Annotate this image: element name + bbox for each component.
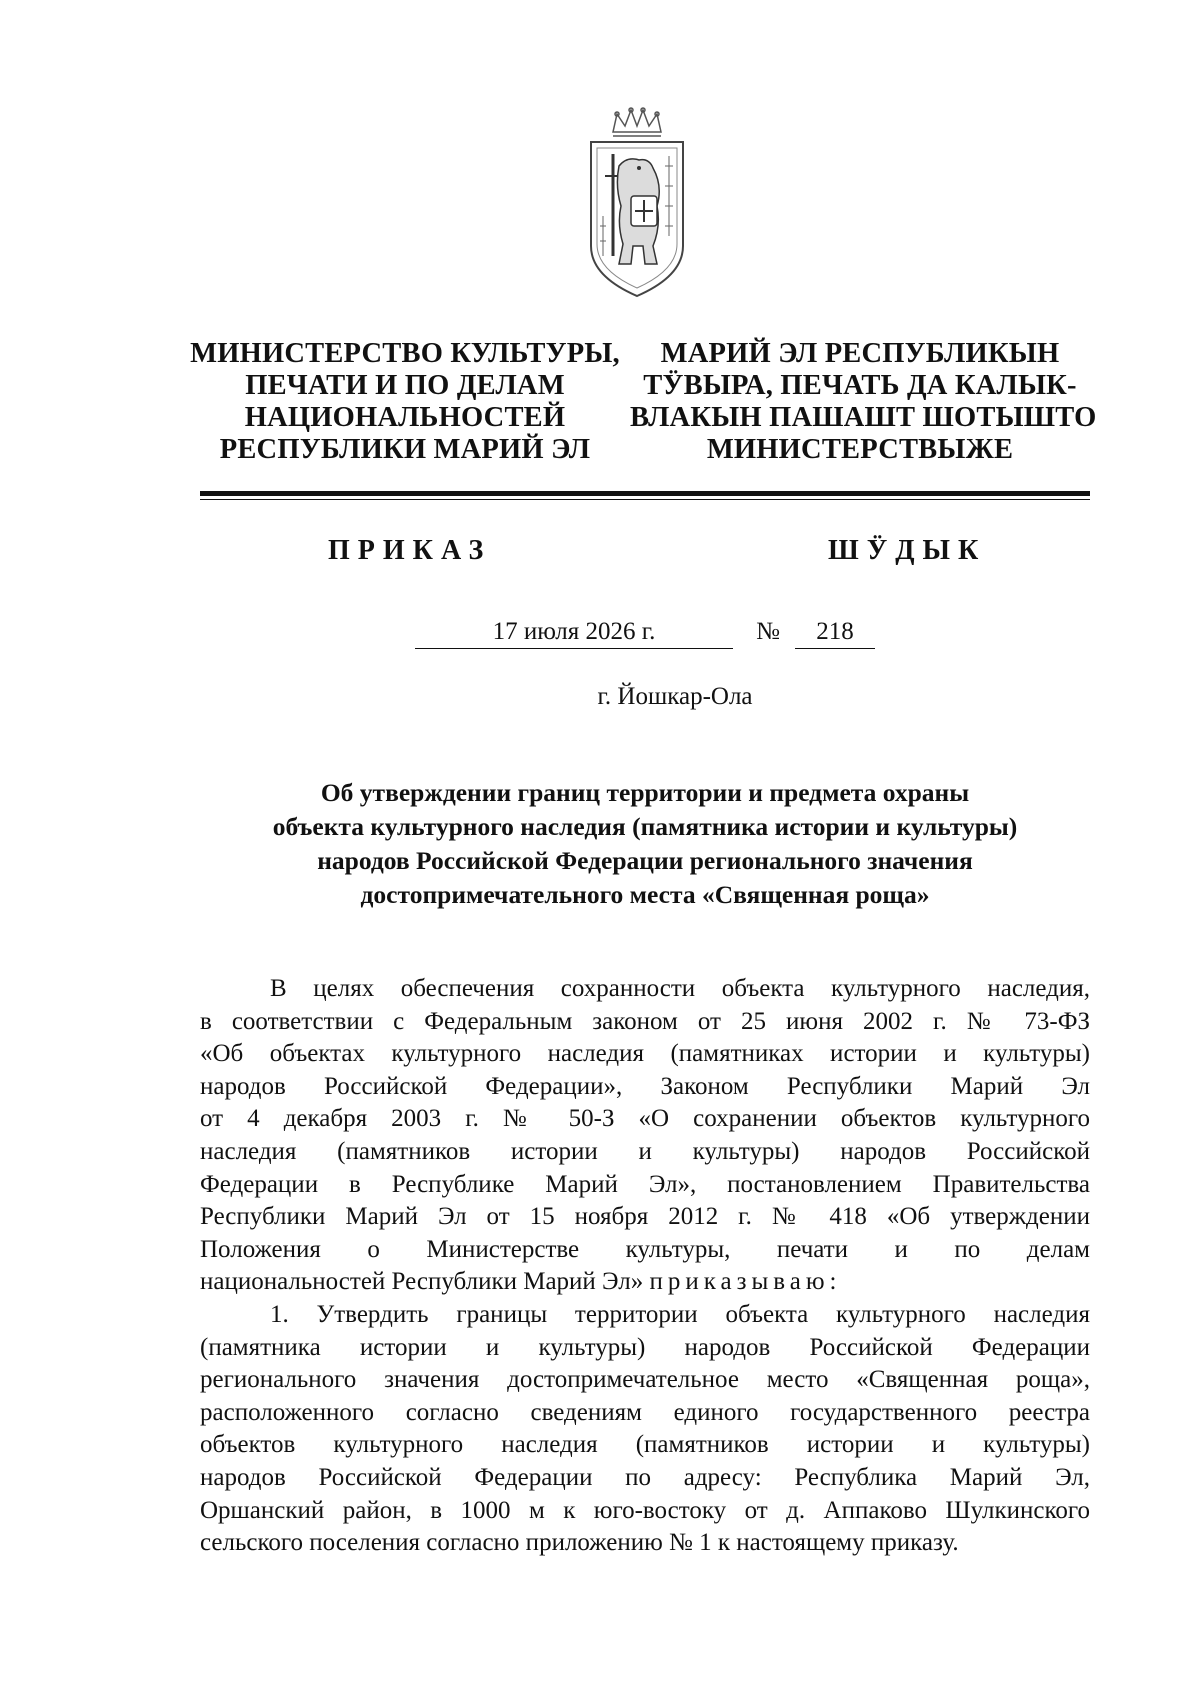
header-divider-thin <box>200 499 1090 500</box>
order-verb: приказываю: <box>649 1268 842 1296</box>
header-divider-thick <box>200 491 1090 496</box>
order-word-russian: ПРИКАЗ <box>328 535 492 566</box>
preamble-final-text: национальностей Республики Марий Эл» <box>200 1268 644 1296</box>
body-text-line <box>200 1266 1090 1299</box>
document-title-line: Об утверждении границ территории и предмета охраны <box>320 778 970 807</box>
order-word-mari: ШӰДЫК <box>828 535 987 566</box>
body-text-line: народов Российской Федерации», Законом Республики Марий Эл <box>200 1072 1090 1100</box>
order-date: 17 июля 2026 г. <box>415 618 733 649</box>
body-text-line: регионального значения достопримечательное место «Священная роща», <box>200 1366 1090 1394</box>
organization-name-mari <box>630 338 1097 466</box>
body-text-line: 1. Утвердить границы территории объекта культурного наследия <box>270 1300 1090 1328</box>
document-title-line: достопримечательного места «Священная роща» <box>360 880 930 909</box>
body-text-line: В целях обеспечения сохранности объекта культурного наследия, <box>270 975 1090 1002</box>
body-text-line: Республики Марий Эл от 15 ноября 2012 г. № 418 «Об утверждении <box>200 1203 1090 1231</box>
organization-name-line: ТӰВЫРА, ПЕЧАТЬ ДА КАЛЫК- <box>643 370 1077 401</box>
organization-name-russian <box>180 338 630 466</box>
document-title-line: народов Российской Федерации регионального значения <box>317 846 973 875</box>
body-text-line: в соответствии с Федеральным законом от 25 июня 2002 г. № 73-ФЗ <box>200 1007 1090 1035</box>
coat-of-arms-emblem <box>583 106 691 302</box>
organization-name-line: НАЦИОНАЛЬНОСТЕЙ <box>244 402 566 433</box>
document-body <box>200 973 1090 1560</box>
body-text-line: (памятника истории и культуры) народов Российской Федерации <box>200 1333 1090 1361</box>
body-text-line: от 4 декабря 2003 г. № 50-З «О сохранении объектов культурного <box>200 1105 1090 1133</box>
organization-name-line: МИНИСТЕРСТВЫЖЕ <box>706 434 1014 465</box>
body-text-line: расположенного согласно сведениям единого государственного реестра <box>200 1398 1090 1426</box>
order-city-block <box>0 683 1200 711</box>
organization-name-line: РЕСПУБЛИКИ МАРИЙ ЭЛ <box>219 434 591 465</box>
organization-name-line: МАРИЙ ЭЛ РЕСПУБЛИКЫН <box>660 338 1060 369</box>
body-text-line: «Об объектах культурного наследия (памятниках истории и культуры) <box>200 1040 1090 1068</box>
body-text-line: Оршанский район, в 1000 м к юго-востоку от д. Аппаково Шулкинского <box>200 1496 1090 1524</box>
order-number-sign: № <box>756 618 780 645</box>
body-text-line: сельского поселения согласно приложению № 1 к настоящему приказу. <box>200 1529 959 1557</box>
body-text-line: объектов культурного наследия (памятников истории и культуры) <box>200 1431 1090 1459</box>
body-text-line: Положения о Министерстве культуры, печати и по делам <box>200 1235 1090 1263</box>
organization-name-line: ПЕЧАТИ И ПО ДЕЛАМ <box>245 370 565 401</box>
order-number: 218 <box>795 618 875 649</box>
organization-name-line: ВЛАКЫН ПАШАШТ ШОТЫШТО <box>630 402 1097 433</box>
body-text-line: народов Российской Федерации по адресу: Республика Марий Эл, <box>200 1463 1090 1491</box>
document-title <box>200 776 1090 912</box>
body-text-line: Федерации в Республике Марий Эл», постановлением Правительства <box>200 1170 1090 1198</box>
organization-name-line: МИНИСТЕРСТВО КУЛЬТУРЫ, <box>190 338 620 369</box>
document-title-line: объекта культурного наследия (памятника истории и культуры) <box>272 812 1018 841</box>
order-city: г. Йошкар-Ола <box>597 683 753 710</box>
body-text-line: наследия (памятников истории и культуры) народов Российской <box>200 1137 1090 1165</box>
